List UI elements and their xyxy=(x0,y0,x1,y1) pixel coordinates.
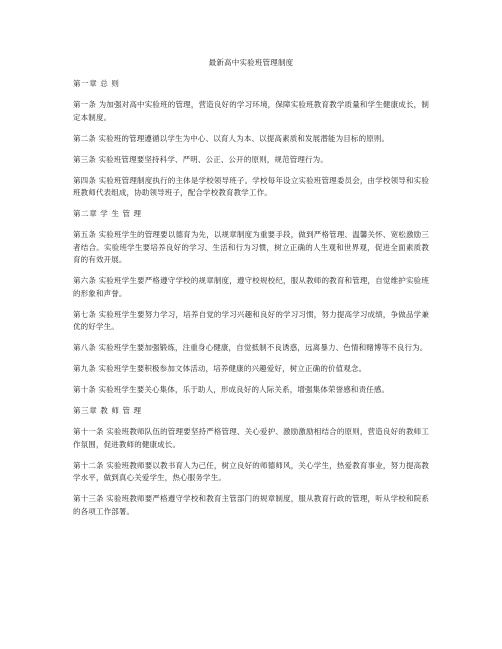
article-5: 第五条 实验班学生的管理要以德育为先，以规章制度为重要手段，做到严格管理、温馨关怀、宽松激励三者结合。实验班学生要培养良好的学习、生活和行为习惯，树立正确的人生观和世界观，促进全面素质教育的有效开展。 xyxy=(73,230,429,264)
article-13: 第十三条 实验班教师要严格遵守学校和教育主管部门的规章制度，服从教育行政的管理，听从学校和院系的各项工作部署。 xyxy=(73,494,429,516)
article-3: 第三条 实验班管理要坚持科学、严明、公正、公开的原则，规范管理行为。 xyxy=(73,154,328,164)
chapter-2 xyxy=(73,208,429,397)
chapter-heading: 第二章 学 生 管 理 xyxy=(73,209,142,218)
chapter-heading: 第三章 教 师 管 理 xyxy=(73,406,142,415)
article-10: 第十条 实验班学生要关心集体，乐于助人，形成良好的人际关系，增强集体荣誉感和责任感。 xyxy=(73,385,390,394)
chapter-heading: 第一章 总 则 xyxy=(73,79,120,88)
document-title: 最新高中实验班管理制度 xyxy=(208,58,294,67)
article-4: 第四条 实验班管理制度执行的主体是学校领导班子。学校每年设立实验班管理委员会，由学校领导和实验班教师代表组成，协助领导班子，配合学校教育教学工作。 xyxy=(73,175,429,197)
article-12: 第十二条 实验班教师要以教书育人为己任，树立良好的师德师风，关心学生，热爱教育事业，努力提高教学水平，做到真心关爱学生，热心服务学生。 xyxy=(73,460,429,482)
chapter-3 xyxy=(73,405,429,518)
article-11: 第十一条 实验班教师队伍的管理要坚持严格管理、关心爱护、激励激励相结合的原则，营造良好的教师工作氛围，促进教师的健康成长。 xyxy=(73,427,429,449)
article-7: 第七条 实验班学生要努力学习，培养自觉的学习兴趣和良好的学习习惯，努力提高学习成绩，争做品学兼优的好学生。 xyxy=(73,309,429,331)
article-9: 第九条 实验班学生要积极参加文体活动，培养健康的兴趣爱好，树立正确的价值观念。 xyxy=(73,364,367,373)
article-2: 第二条 实验班的管理遵循以学生为中心、以育人为本、以提高素质和发展潜能为目标的原则。 xyxy=(73,133,390,143)
article-6: 第六条 实验班学生要严格遵守学校的规章制度，遵守校规校纪，服从教师的教育和管理，自觉维护实验班的形象和声誉。 xyxy=(73,276,429,298)
article-1: 第一条 为加强对高中实验班的管理，营造良好的学习环境，保障实验班教育教学质量和学生健康成长，制定本制度。 xyxy=(73,100,429,122)
chapter-1 xyxy=(73,78,429,200)
article-8: 第八条 实验班学生要加强锻炼，注重身心健康，自觉抵制不良诱惑，远离暴力、色情和赌博等不良行为。 xyxy=(73,343,428,352)
